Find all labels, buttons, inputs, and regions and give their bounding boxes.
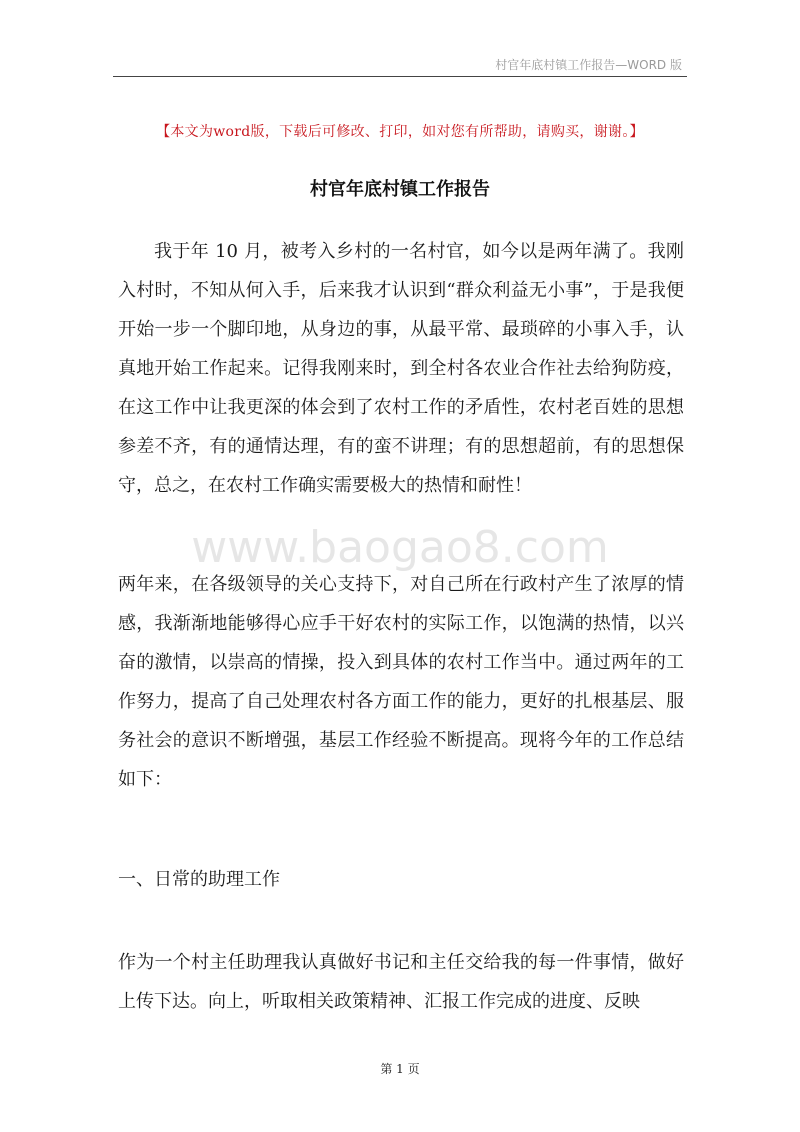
document-title: 村官年底村镇工作报告 — [310, 179, 490, 200]
header-divider — [113, 76, 687, 77]
section-heading-daily-work: 一、日常的助理工作 — [118, 869, 280, 890]
paragraph-summary: 两年来，在各级领导的关心支持下，对自己所在行政村产生了浓厚的情感，我渐渐地能够得心应手干好农村的实际工作，以饱满的热情，以兴奋的激情，以崇高的情操，投入到具体的农村工作当中。通过两年的工作努力，提高了自己处理农村各方面工作的能力，更好的扎根基层、服务社会的意识不断增强，基层工作经验不断提高。现将今年的工作总结如下： — [118, 574, 684, 790]
paragraph-intro: 我于年 10 月，被考入乡村的一名村官，如今以是两年满了。我刚入村时，不知从何入手，后来我才认识到“群众利益无小事”，于是我便开始一步一个脚印地，从身边的事，从最平常、最琐碎的小事入手，认真地开始工作起来。记得我刚来时，到全村各农业合作社去给狗防疫，在这工作中让我更深的体会到了农村工作的矛盾性，农村老百姓的思想参差不齐，有的通情达理，有的蛮不讲理；有的思想超前，有的思想保守，总之，在农村工作确实需要极大的热情和耐性！ — [118, 241, 684, 496]
page-number: 第 1 页 — [380, 1062, 420, 1076]
purchase-notice: 【本文为word版，下载后可修改、打印，如对您有所帮助，请购买，谢谢。】 — [156, 124, 644, 140]
paragraph-daily-work: 作为一个村主任助理我认真做好书记和主任交给我的每一件事情，做好上传下达。向上，听取相关政策精神、汇报工作完成的进度、反映 — [118, 952, 684, 1012]
running-header: 村官年底村镇工作报告—WORD 版 — [495, 58, 682, 72]
watermark: www.baogao8.com — [191, 522, 609, 573]
